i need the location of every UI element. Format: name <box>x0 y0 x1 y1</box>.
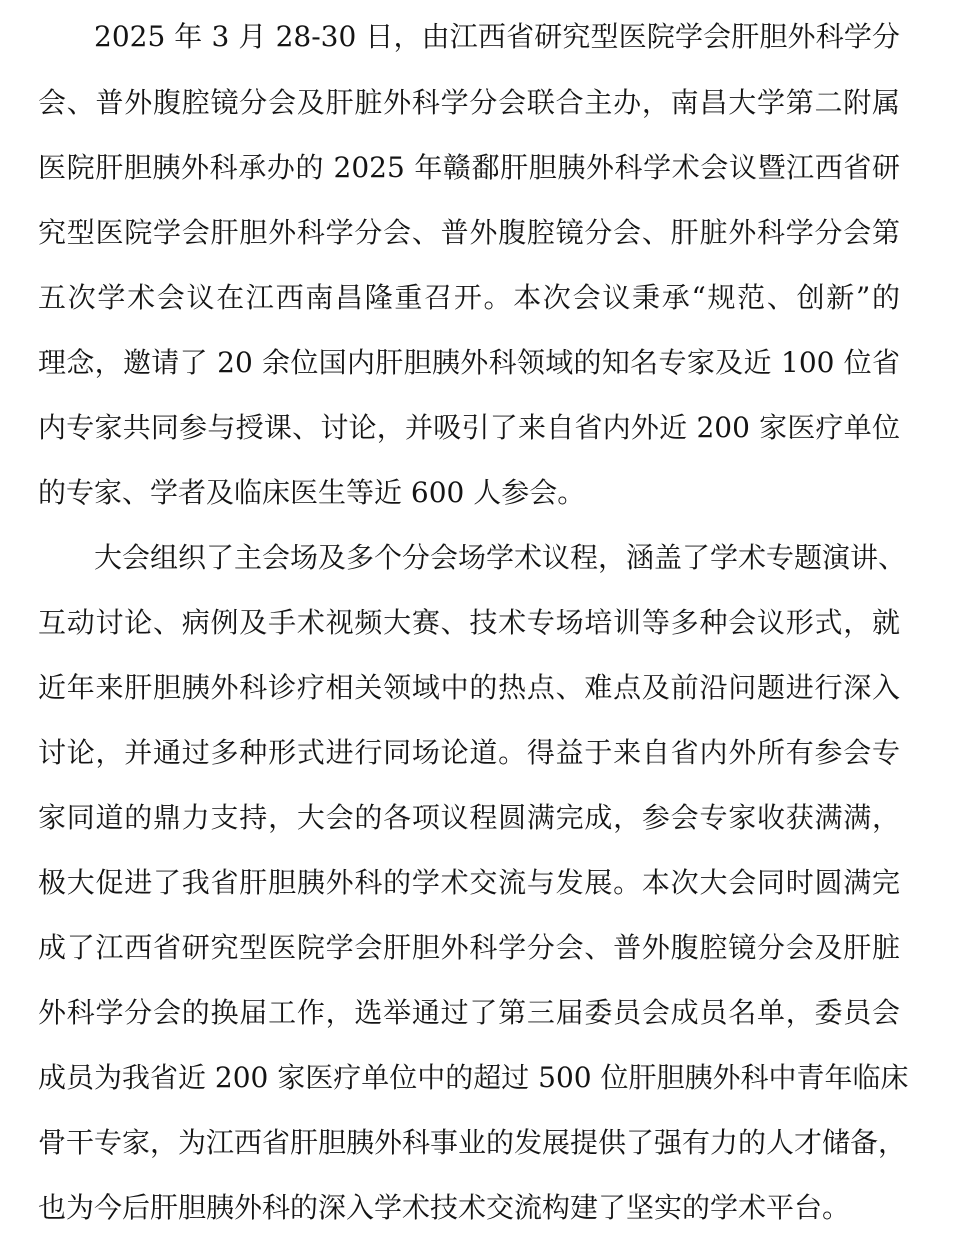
paragraph-2-line-11: 也为今后肝胆胰外科的深入学术技术交流构建了坚实的学术平台。 <box>38 1191 851 1224</box>
paragraph-1-line-6: 理念，邀请了 20 余位国内肝胆胰外科领域的知名专家及近 100 位省 <box>38 346 900 379</box>
paragraph-2-line-3: 近年来肝胆胰外科诊疗相关领域中的热点、难点及前沿问题进行深入 <box>38 671 900 704</box>
paragraph-1-line-8: 的专家、学者及临床医生等近 600 人参会。 <box>38 476 586 509</box>
paragraph-1-line-2: 会、普外腹腔镜分会及肝脏外科学分会联合主办，南昌大学第二附属 <box>38 86 900 119</box>
paragraph-2-line-5: 家同道的鼎力支持，大会的各项议程圆满完成，参会专家收获满满， <box>38 801 900 834</box>
paragraph-2-line-7: 成了江西省研究型医院学会肝胆外科学分会、普外腹腔镜分会及肝脏 <box>38 931 900 964</box>
paragraph-1-line-3: 医院肝胆胰外科承办的 2025 年赣鄱肝胆胰外科学术会议暨江西省研 <box>38 151 900 184</box>
paragraph-2-line-4: 讨论，并通过多种形式进行同场论道。得益于来自省内外所有参会专 <box>38 736 900 769</box>
paragraph-2-line-8: 外科学分会的换届工作，选举通过了第三届委员会成员名单，委员会 <box>38 996 900 1029</box>
paragraph-1-line-1: 2025 年 3 月 28-30 日，由江西省研究型医院学会肝胆外科学分 <box>94 20 900 53</box>
paragraph-2-line-2: 互动讨论、病例及手术视频大赛、技术专场培训等多种会议形式，就 <box>38 606 900 639</box>
paragraph-2-line-10: 骨干专家，为江西省肝胆胰外科事业的发展提供了强有力的人才储备， <box>38 1126 907 1159</box>
paragraph-1-line-4: 究型医院学会肝胆外科学分会、普外腹腔镜分会、肝脏外科学分会第 <box>38 216 900 249</box>
paragraph-2-line-9: 成员为我省近 200 家医疗单位中的超过 500 位肝胆胰外科中青年临床 <box>38 1061 909 1094</box>
paragraph-1-line-5: 五次学术会议在江西南昌隆重召开。本次会议秉承“规范、创新”的 <box>38 281 900 314</box>
paragraph-2-line-6: 极大促进了我省肝胆胰外科的学术交流与发展。本次大会同时圆满完 <box>38 866 900 899</box>
paragraph-2-line-1: 大会组织了主会场及多个分会场学术议程，涵盖了学术专题演讲、 <box>94 541 907 574</box>
paragraph-1-line-7: 内专家共同参与授课、讨论，并吸引了来自省内外近 200 家医疗单位 <box>38 411 900 444</box>
